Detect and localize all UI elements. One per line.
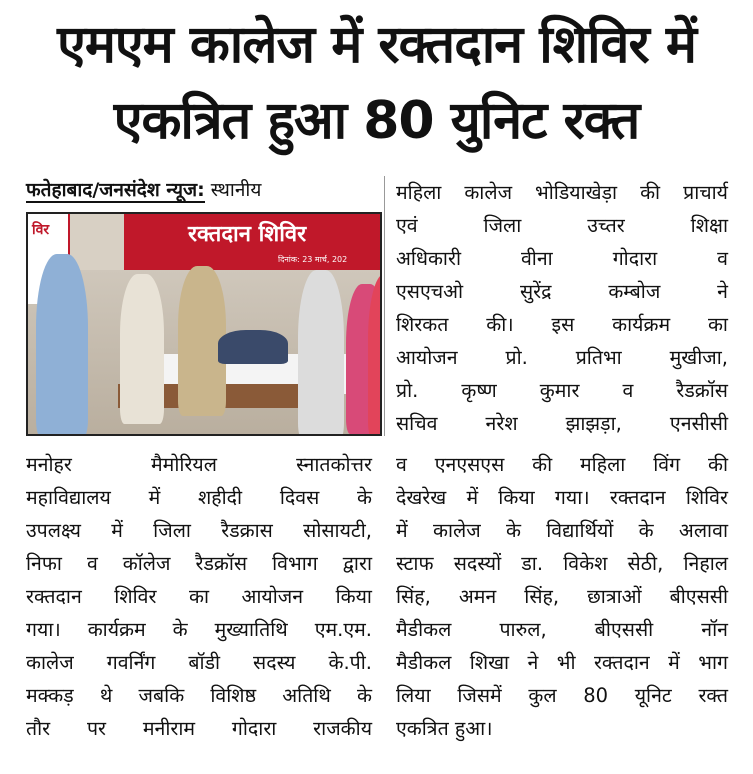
text-line: कालेज गवर्निंग बॉडी सदस्य के.पी. xyxy=(26,651,372,674)
text-line: एसएचओ सुरेंद्र कम्बोज ने xyxy=(396,280,728,303)
text-line: सिंह, अमन सिंह, छात्राओं बीएससी xyxy=(396,585,728,608)
text-line: लिया जिसमें कुल 80 यूनिट रक्त xyxy=(396,684,728,707)
photo-left-banner-text: विर xyxy=(32,222,50,238)
text-line: मैडीकल शिखा ने भी रक्तदान में भाग xyxy=(396,651,728,674)
text-line: व एनएसएस की महिला विंग की xyxy=(396,453,728,476)
text-line: एकत्रित हुआ। xyxy=(396,717,493,740)
text-line: आयोजन प्रो. प्रतिभा मुखीजा, xyxy=(396,346,728,369)
text-line: मैडीकल पारुल, बीएससी नॉन xyxy=(396,618,728,641)
text-line: गया। कार्यक्रम के मुख्यातिथि एम.एम. xyxy=(26,618,372,641)
headline-line-2: एकत्रित हुआ 80 युनिट रक्त xyxy=(113,91,640,151)
column-rule xyxy=(384,176,385,436)
news-photo xyxy=(26,212,382,436)
text-line: शिरकत की। इस कार्यक्रम का xyxy=(396,313,728,336)
headline-line-1: एमएम कालेज में रक्तदान शिविर में xyxy=(57,15,696,75)
text-line: स्टाफ सदस्यों डा. विकेश सेठी, निहाल xyxy=(396,552,728,575)
dateline-tag: स्थानीय xyxy=(210,179,262,201)
text-line: में कालेज के विद्यार्थियों के अलावा xyxy=(396,519,728,542)
dateline-place: फतेहाबाद/जनसंदेश न्यूज: xyxy=(26,179,205,201)
text-line: मनोहर मैमोरियल स्नातकोत्तर xyxy=(26,453,372,476)
text-line: अधिकारी वीना गोदारा व xyxy=(396,247,728,270)
text-line: निफा व कॉलेज रैडक्रॉस विभाग द्वारा xyxy=(26,552,372,575)
text-line: रक्तदान शिविर का आयोजन किया xyxy=(26,585,372,608)
text-line: देखरेख में किया गया। रक्तदान शिविर xyxy=(396,486,728,509)
dateline xyxy=(26,176,261,204)
text-line: तौर पर मनीराम गोदारा राजकीय xyxy=(26,717,372,740)
article-column-right-top xyxy=(396,176,728,440)
text-line: एवं जिला उच्तर शिक्षा xyxy=(396,214,728,237)
text-line: सचिव नरेश झाझड़ा, एनसीसी xyxy=(396,412,728,435)
text-line: मक्कड़ थे जबकि विशिष्ठ अतिथि के xyxy=(26,684,372,707)
text-line: महिला कालेज भोडियाखेड़ा की प्राचार्य xyxy=(396,181,728,204)
article-column-right-bottom xyxy=(396,448,728,745)
photo-banner-title: रक्तदान शिविर xyxy=(188,222,307,247)
text-line: महाविद्यालय में शहीदी दिवस के xyxy=(26,486,372,509)
text-line: उपलक्ष्य में जिला रैडक्रास सोसायटी, xyxy=(26,519,372,542)
article-column-left-bottom xyxy=(26,448,372,745)
photo-banner-date: दिनांक: 23 मार्च, 202 xyxy=(278,255,348,264)
text-line: प्रो. कृष्ण कुमार व रैडक्रॉस xyxy=(396,379,728,402)
